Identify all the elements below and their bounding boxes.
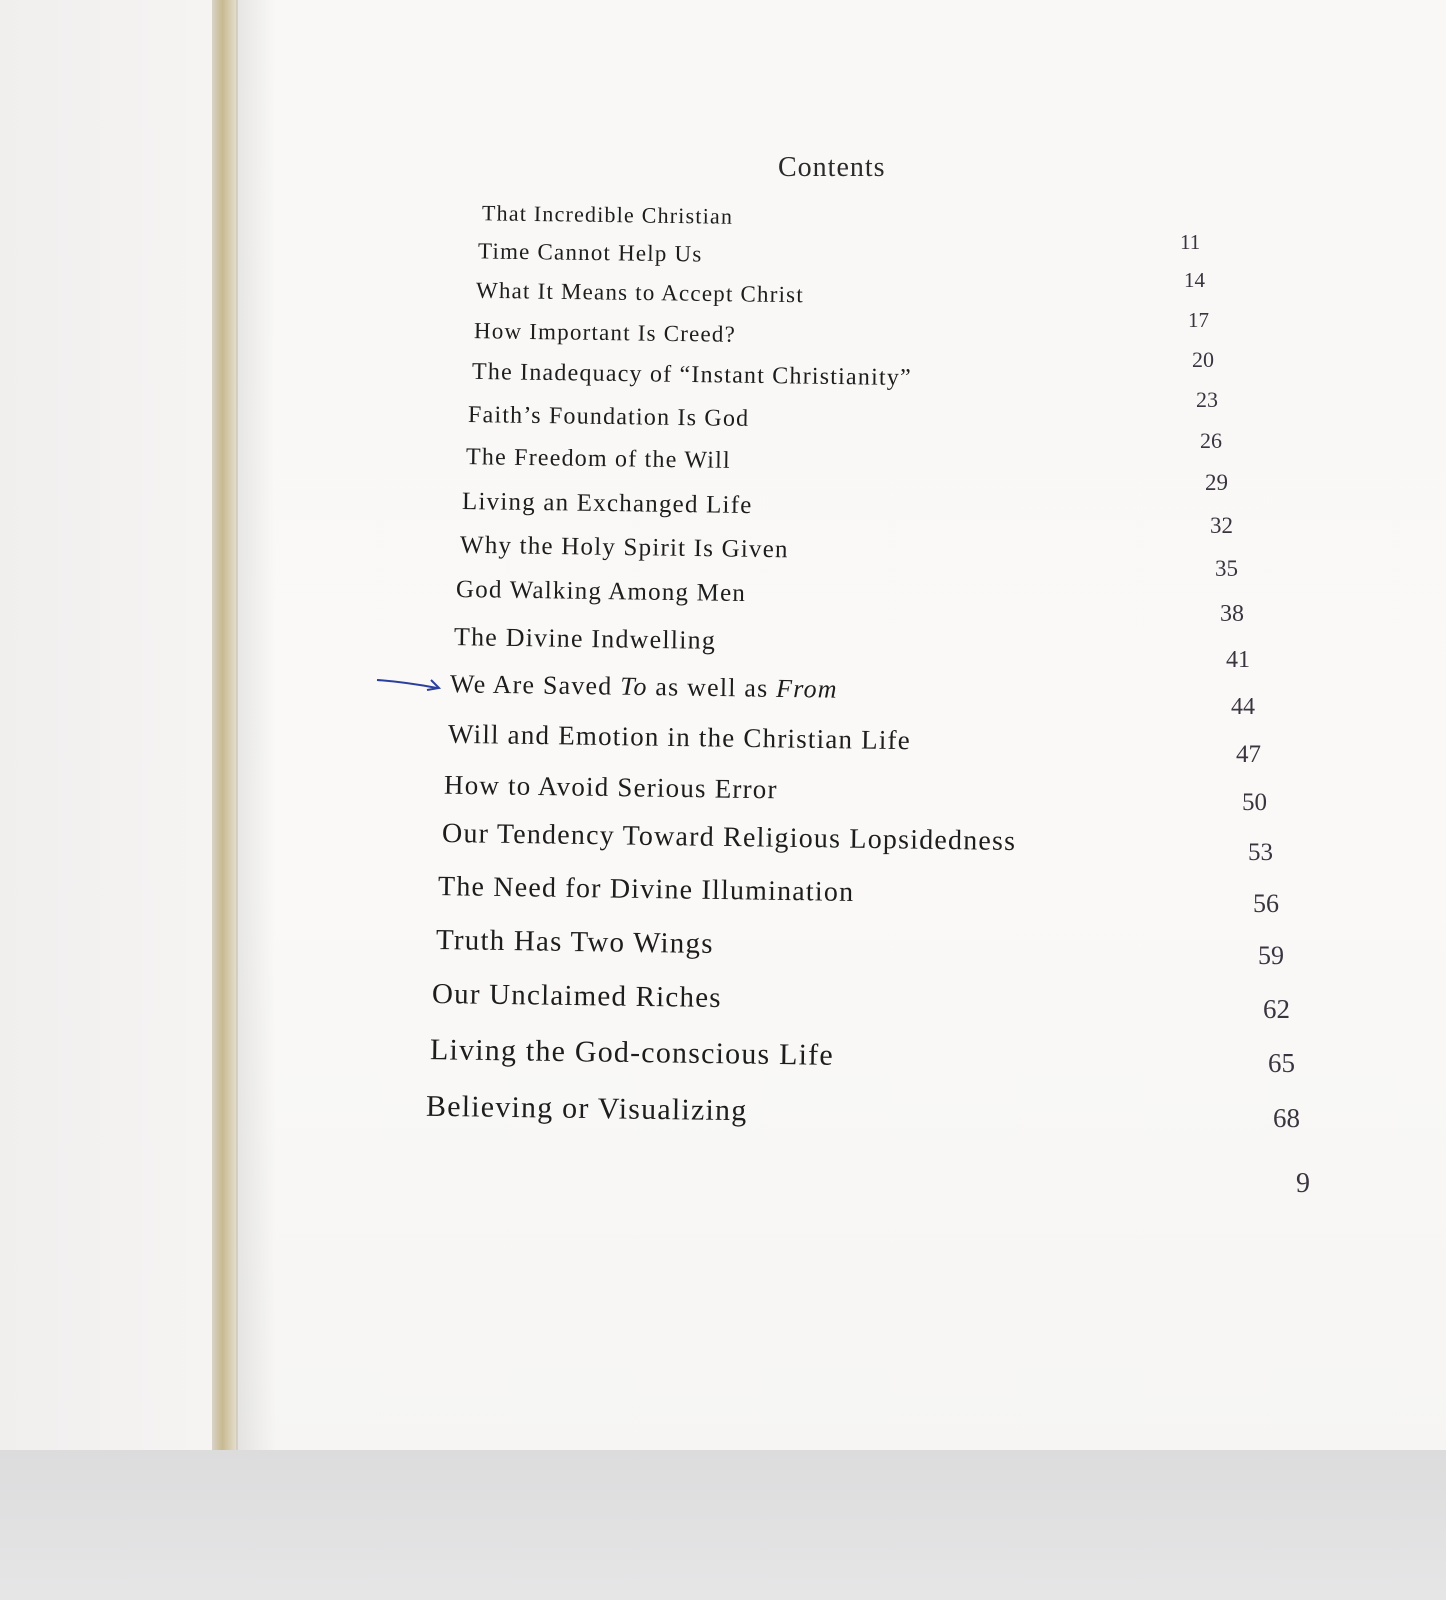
toc-entry-title: Our Tendency Toward Religious Lopsidedness — [441, 817, 1017, 858]
toc-entry-title: Living the God-conscious Life — [429, 1033, 835, 1072]
page-edge — [212, 0, 238, 1470]
toc-entry-title: The Divine Indwelling — [453, 622, 717, 655]
toc-page-number: 35 — [1215, 556, 1238, 581]
toc-page-number: 23 — [1196, 387, 1218, 412]
toc-page-number: 29 — [1205, 470, 1228, 495]
toc-page-number: 53 — [1248, 839, 1273, 866]
toc-entry-title: Our Unclaimed Riches — [431, 977, 722, 1015]
page-folio-number: 9 — [1296, 1168, 1310, 1199]
toc-page-number: 56 — [1253, 889, 1279, 918]
toc-page-number: 26 — [1200, 428, 1222, 453]
toc-page-number: 50 — [1242, 789, 1267, 816]
toc-page-number: 11 — [1180, 230, 1201, 254]
toc-entry-title: How Important Is Creed? — [473, 318, 737, 347]
toc-entry-title: Time Cannot Help Us — [477, 238, 703, 267]
title-italic-part: To — [619, 671, 648, 702]
toc-entry-title: Living an Exchanged Life — [461, 487, 753, 520]
toc-page-number: 41 — [1226, 647, 1250, 673]
table-surface — [0, 1450, 1446, 1600]
toc-page-number: 38 — [1220, 601, 1244, 627]
toc-page-number: 65 — [1268, 1048, 1295, 1078]
toc-page-number: 32 — [1210, 513, 1233, 538]
toc-entry-title: God Walking Among Men — [455, 575, 747, 608]
toc-entry-title: How to Avoid Serious Error — [443, 769, 778, 805]
toc-entry-title: Will and Emotion in the Christian Life — [447, 718, 912, 756]
toc-entry-title-emphasis — [450, 669, 838, 704]
pen-arrow-mark-icon — [375, 674, 445, 696]
toc-entry-title: The Freedom of the Will — [465, 444, 731, 474]
toc-entry-title: Faith’s Foundation Is God — [467, 402, 750, 432]
toc-page-number: 47 — [1236, 741, 1261, 768]
toc-page-number: 44 — [1231, 694, 1255, 720]
toc-entry-title: The Inadequacy of “Instant Christianity” — [471, 358, 913, 392]
spine-shadow — [236, 0, 276, 1470]
toc-entry-title: The Need for Divine Illumination — [437, 871, 855, 908]
toc-page-number: 20 — [1192, 347, 1214, 372]
toc-entry-title: What It Means to Accept Christ — [475, 277, 805, 308]
contents-heading: Contents — [778, 152, 886, 183]
toc-page-number: 68 — [1273, 1103, 1300, 1133]
title-part: We Are Saved — [449, 669, 621, 701]
toc-entry-title: That Incredible Christian — [481, 200, 734, 229]
title-italic-part: From — [775, 673, 838, 704]
toc-entry-title: Truth Has Two Wings — [435, 924, 714, 960]
toc-page-number: 59 — [1258, 941, 1284, 970]
title-part: as well as — [647, 672, 777, 703]
toc-page-number: 17 — [1188, 308, 1209, 332]
toc-page-number: 62 — [1263, 994, 1290, 1024]
toc-entry-title: Believing or Visualizing — [425, 1089, 748, 1128]
toc-page-number: 14 — [1184, 268, 1205, 292]
toc-entry-title: Why the Holy Spirit Is Given — [459, 531, 789, 564]
